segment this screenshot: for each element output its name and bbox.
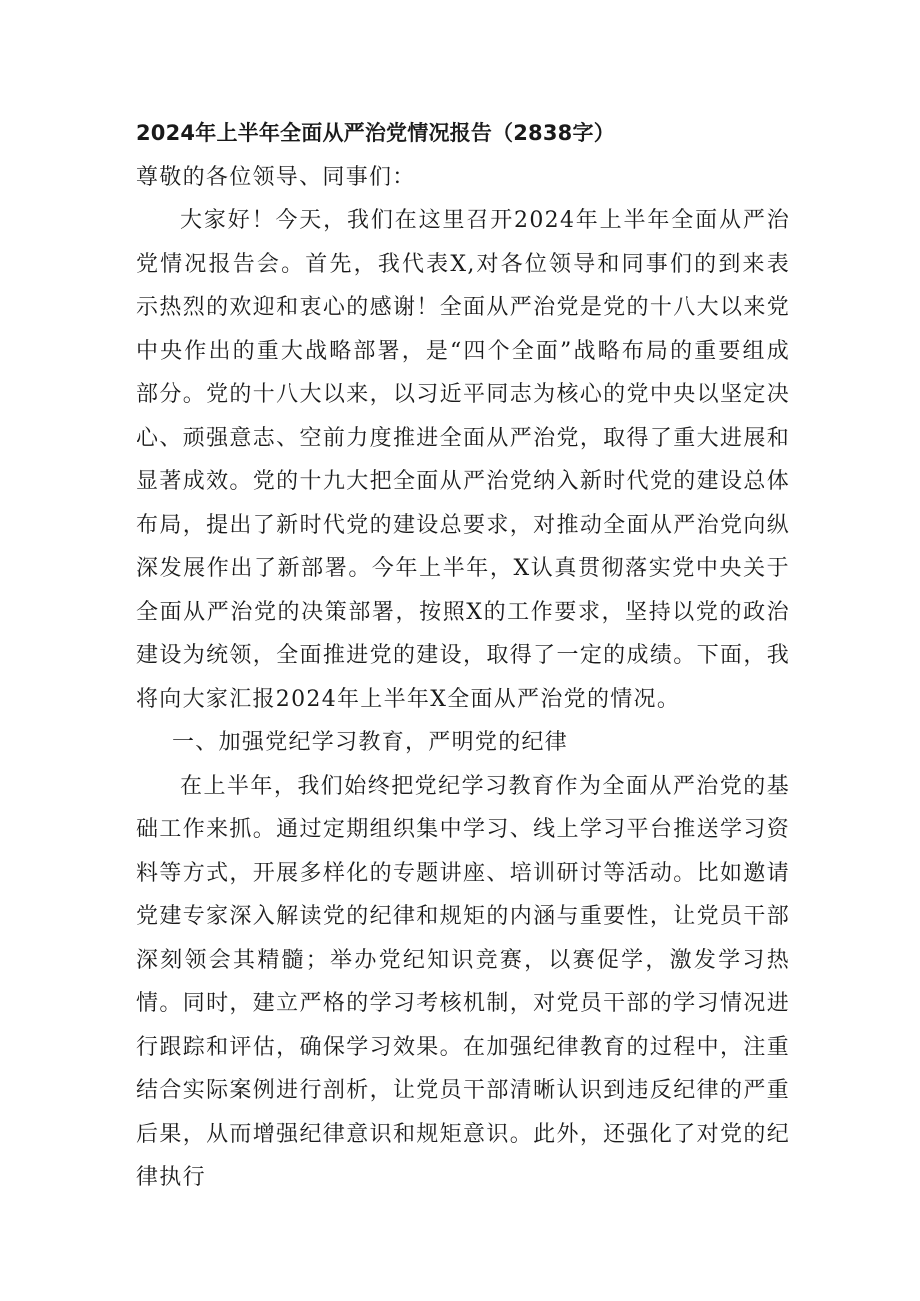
document-title: 2024年上半年全面从严治党情况报告（2838字） [136, 121, 615, 145]
document-body [136, 112, 790, 1200]
section-heading: 一、加强党纪学习教育，严明党的纪律 [172, 730, 569, 755]
salutation: 尊敬的各位领导、同事们： [136, 164, 416, 190]
section-paragraph: 在上半年，我们始终把党纪学习教育作为全面从严治党的基础工作来抓。通过定期组织集中学习、线上学习平台推送学习资料等方式，开展多样化的专题讲座、培训研讨等活动。比如邀请党建专家深入解读党的纪律和规矩的内涵与重要性，让党员干部深刻领会其精髓；举办党纪知识竞赛，以赛促学，激发学习热情。同时，建立严格的学习考核机制，对党员干部的学习情况进行跟踪和评估，确保学习效果。在加强纪律教育的过程中，注重结合实际案例进行剖析，让党员干部清晰认识到违反纪律的严重后果，从而增强纪律意识和规矩意识。此外，还强化了对党的纪律执行 [136, 773, 790, 1190]
intro-paragraph: 大家好！今天，我们在这里召开2024年上半年全面从严治党情况报告会。首先，我代表X,对各位领导和同事们的到来表示热烈的欢迎和衷心的感谢！全面从严治党是党的十八大以来党中央作出的重大战略部署，是“四个全面”战略布局的重要组成部分。党的十八大以来，以习近平同志为核心的党中央以坚定决心、顽强意志、空前力度推进全面从严治党，取得了重大进展和显著成效。党的十九大把全面从严治党纳入新时代党的建设总体布局，提出了新时代党的建设总要求，对推动全面从严治党向纵深发展作出了新部署。今年上半年，X认真贯彻落实党中央关于全面从严治党的决策部署，按照X的工作要求，坚持以党的政治建设为统领，全面推进党的建设，取得了一定的成绩。下面，我将向大家汇报2024年上半年X全面从严治党的情况。 [136, 208, 790, 712]
